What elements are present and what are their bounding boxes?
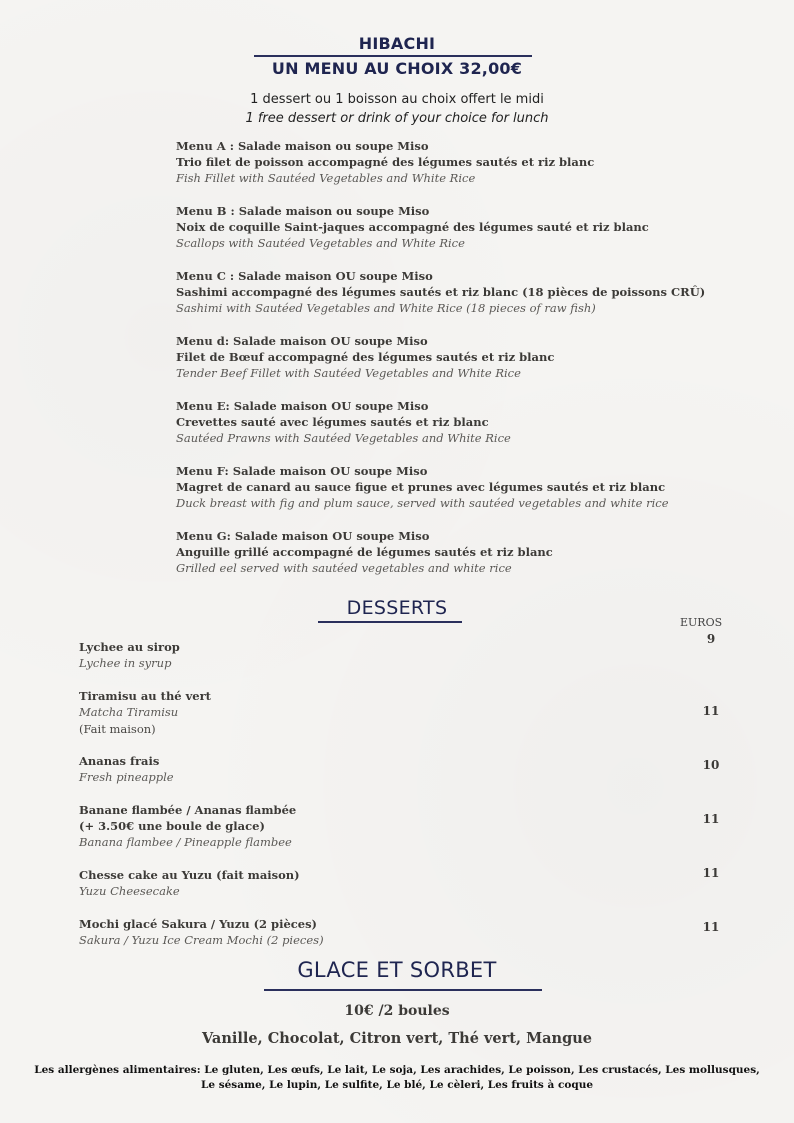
menu-starter: Menu d: Salade maison OU soupe Miso	[176, 334, 428, 348]
dessert-name: Lychee au sirop	[79, 640, 180, 654]
menu-item	[176, 333, 776, 382]
allergens-line: Le sésame, Le lupin, Le sulfite, Le blé, Le cèleri, Les fruits à coque	[200, 1079, 594, 1091]
dessert-price: 10	[702, 758, 720, 772]
menu-subtitle: UN MENU AU CHOIX 32,00€	[271, 59, 523, 78]
menu-english: Scallops with Sautéed Vegetables and White Rice	[176, 236, 465, 250]
title-divider	[254, 55, 532, 57]
lunch-offer-fr: 1 dessert ou 1 boisson au choix offert le midi	[250, 92, 544, 107]
menu-item	[176, 268, 776, 317]
dessert-english: Sakura / Yuzu Ice Cream Mochi (2 pieces)	[79, 933, 324, 947]
menu-english: Sautéed Prawns with Sautéed Vegetables and White Rice	[176, 431, 511, 445]
allergens-line: Les allergènes alimentaires: Le gluten, Les œufs, Le lait, Le soja, Les arachides, Le poisson, Les crustacés, Les mollusques,	[34, 1064, 760, 1076]
dessert-name: Mochi glacé Sakura / Yuzu (2 pièces)	[79, 917, 317, 931]
menu-item	[176, 203, 776, 252]
dessert-english: Yuzu Cheesecake	[79, 884, 180, 898]
menu-english: Fish Fillet with Sautéed Vegetables and White Rice	[176, 171, 476, 185]
menu-main: Magret de canard au sauce figue et prunes avec légumes sautés et riz blanc	[176, 480, 666, 494]
menu-item	[176, 463, 776, 512]
dessert-price: 11	[702, 866, 720, 880]
dessert-english: Fresh pineapple	[79, 770, 174, 784]
glace-heading: GLACE ET SORBET	[297, 958, 497, 982]
menu-item	[176, 528, 776, 577]
dessert-item	[79, 916, 639, 949]
dessert-item	[79, 867, 639, 900]
menu-starter: Menu A : Salade maison ou soupe Miso	[176, 139, 429, 153]
dessert-note: (Fait maison)	[79, 722, 156, 736]
glace-flavors: Vanille, Chocolat, Citron vert, Thé vert, Mangue	[202, 1030, 592, 1047]
currency-label: EUROS	[680, 616, 723, 629]
menu-english: Tender Beef Fillet with Sautéed Vegetables and White Rice	[176, 366, 521, 380]
menu-main: Anguille grillé accompagné de légumes sautés et riz blanc	[176, 545, 553, 559]
dessert-item	[79, 688, 639, 737]
dessert-supplement: (+ 3.50€ une boule de glace)	[79, 819, 265, 833]
menu-main: Trio filet de poisson accompagné des légumes sautés et riz blanc	[176, 155, 595, 169]
menu-english: Sashimi with Sautéed Vegetables and White Rice (18 pieces of raw fish)	[176, 301, 596, 315]
menu-starter: Menu F: Salade maison OU soupe Miso	[176, 464, 428, 478]
dessert-price: 9	[706, 632, 716, 646]
menu-main: Sashimi accompagné des légumes sautés et riz blanc (18 pièces de poissons CRÛ)	[176, 285, 706, 299]
dessert-english: Matcha Tiramisu	[79, 705, 179, 719]
menu-main: Crevettes sauté avec légumes sautés et riz blanc	[176, 415, 489, 429]
dessert-price: 11	[702, 812, 720, 826]
menu-item	[176, 398, 776, 447]
dessert-name: Banane flambée / Ananas flambée	[79, 803, 297, 817]
menu-main: Noix de coquille Saint-jaques accompagné des légumes sauté et riz blanc	[176, 220, 649, 234]
menu-starter: Menu B : Salade maison ou soupe Miso	[176, 204, 430, 218]
menu-starter: Menu C : Salade maison OU soupe Miso	[176, 269, 433, 283]
desserts-divider	[318, 621, 462, 623]
restaurant-title: HIBACHI	[358, 34, 436, 53]
desserts-heading: DESSERTS	[346, 597, 448, 619]
glace-price: 10€ /2 boules	[344, 1003, 450, 1019]
menu-main: Filet de Bœuf accompagné des légumes sautés et riz blanc	[176, 350, 555, 364]
menu-starter: Menu E: Salade maison OU soupe Miso	[176, 399, 429, 413]
dessert-english: Lychee in syrup	[79, 656, 172, 670]
allergens-notice	[20, 1063, 774, 1093]
dessert-item	[79, 753, 639, 786]
menu-english: Grilled eel served with sautéed vegetables and white rice	[176, 561, 512, 575]
dessert-item	[79, 802, 639, 851]
dessert-name: Tiramisu au thé vert	[79, 689, 211, 703]
menu-item	[176, 138, 776, 187]
dessert-price: 11	[702, 920, 720, 934]
glace-divider	[264, 989, 542, 991]
dessert-english: Banana flambee / Pineapple flambee	[79, 835, 292, 849]
lunch-offer-en: 1 free dessert or drink of your choice for lunch	[245, 111, 549, 126]
dessert-name: Chesse cake au Yuzu (fait maison)	[79, 868, 300, 882]
dessert-name: Ananas frais	[79, 754, 160, 768]
dessert-item	[79, 639, 639, 672]
dessert-price: 11	[702, 704, 720, 718]
menu-english: Duck breast with fig and plum sauce, served with sautéed vegetables and white rice	[176, 496, 669, 510]
menu-starter: Menu G: Salade maison OU soupe Miso	[176, 529, 430, 543]
